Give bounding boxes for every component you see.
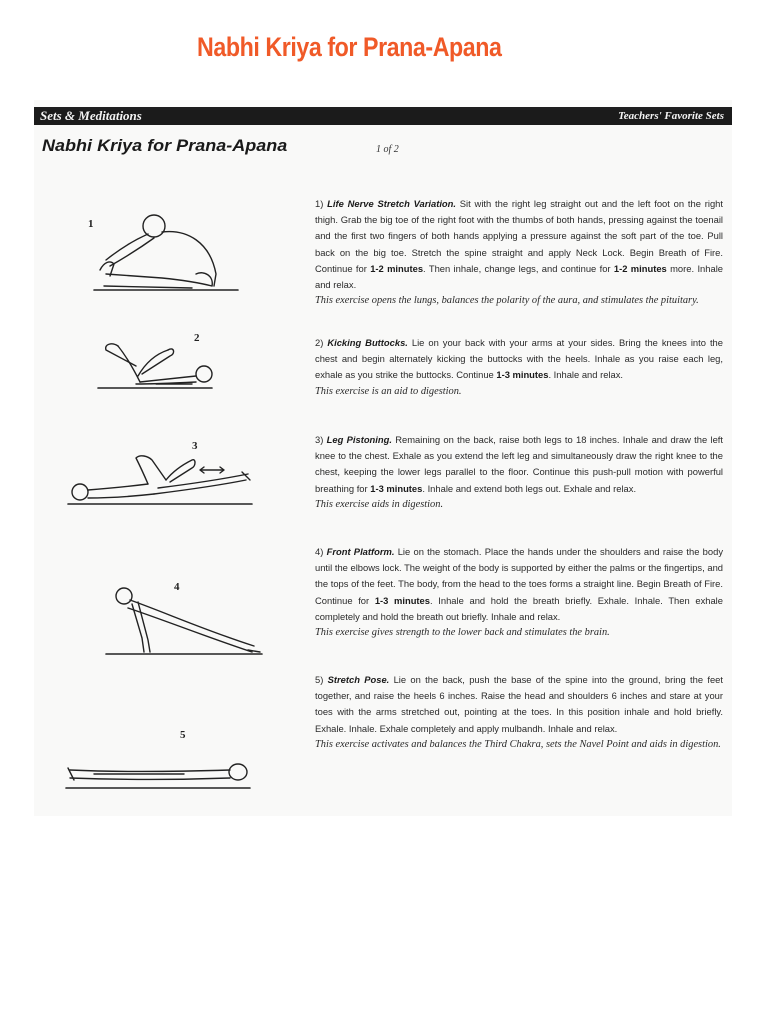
exercise-duration: 1-2 minutes <box>370 262 424 274</box>
figure-number-5: 5 <box>180 729 186 741</box>
header-category-label: Teachers' Favorite Sets <box>618 110 724 122</box>
exercise-text: Lie on your back with your arms at your sides. Bring the knees into the chest and begin alternately kicking the buttocks with the heels. Inhale as you raise each leg, exhale as you strike the buttocks. Continue <box>315 337 723 381</box>
exercise-1 <box>315 196 723 309</box>
figure-number-2: 2 <box>194 332 200 344</box>
exercise-benefit: This exercise aids in digestion. <box>315 498 444 510</box>
exercise-3 <box>315 432 723 513</box>
exercise-2 <box>315 335 723 400</box>
page-title: Nabhi Kriya for Prana-Apana <box>197 32 502 62</box>
set-title: Nabhi Kriya for Prana-Apana <box>42 136 288 155</box>
exercise-benefit: This exercise is an aid to digestion. <box>315 385 462 397</box>
exercise-text: . Then inhale, change legs, and continue for <box>423 262 611 274</box>
figure-3-leg-pistoning <box>66 450 256 510</box>
exercise-text: . Inhale and extend both legs out. Exhale and relax. <box>422 482 637 494</box>
exercise-number: 2) <box>315 337 324 348</box>
figure-5-stretch-pose <box>64 760 254 792</box>
figure-2-kicking-buttocks <box>96 336 216 394</box>
exercise-name: Life Nerve Stretch Variation. <box>327 198 456 209</box>
exercise-name: Stretch Pose. <box>327 674 390 685</box>
figure-number-3: 3 <box>192 440 198 452</box>
exercise-text: Lie on the back, push the base of the spine into the ground, bring the feet together, and raise the heels 6 inches. Raise the head and shoulders 6 inches and stare at your toes with the arms stretched out, pointing at the toes. In this position inhale and hold briefly. Exhale. Inhale. Exhale completely and apply mulbandh. Inhale and relax. <box>315 674 723 734</box>
exercise-text: more. Inhale and relax. <box>315 262 723 291</box>
exercise-number: 3) <box>315 434 324 445</box>
scanned-page <box>34 100 732 816</box>
exercise-text: Sit with the right leg straight out and the left foot on the right thigh. Grab the big toe of the right foot with the thumbs of both hands, pressing against the toenail and the first two fingers of both hands applying a pressure against the soft part of the toe. Pull back on the big toe. Stretch the spine straight and apply Neck Lock. Begin Breath of Fire. Continue for <box>315 198 723 274</box>
exercise-name: Leg Pistoning. <box>326 434 392 445</box>
exercise-benefit: This exercise gives strength to the lower back and stimulates the brain. <box>315 627 610 639</box>
page-indicator: 1 of 2 <box>376 144 399 155</box>
exercise-duration: 1-2 minutes <box>613 262 667 274</box>
exercise-4 <box>315 544 723 641</box>
figure-number-1: 1 <box>88 218 94 230</box>
exercise-number: 5) <box>315 674 324 685</box>
exercise-benefit: This exercise activates and balances the Third Chakra, sets the Navel Point and aids in digestion. <box>315 738 721 750</box>
exercise-text: . Inhale and relax. <box>548 369 623 381</box>
exercise-duration: 1-3 minutes <box>496 369 549 381</box>
exercise-5 <box>315 672 723 753</box>
exercise-name: Front Platform. <box>326 546 395 557</box>
exercise-name: Kicking Buttocks. <box>327 337 408 348</box>
figure-1-life-nerve-stretch <box>92 204 242 296</box>
exercise-text: . Inhale and hold the breath briefly. Exhale. Inhale. Then exhale completely and hold the breath out briefly. Inhale and relax. <box>315 594 723 622</box>
exercise-duration: 1-3 minutes <box>374 594 430 606</box>
exercise-number: 4) <box>315 546 324 557</box>
section-header-bar <box>34 107 732 125</box>
exercise-benefit: This exercise opens the lungs, balances the polarity of the aura, and stimulates the pituitary. <box>315 295 699 307</box>
figure-4-front-platform <box>104 582 264 660</box>
exercise-text: Lie on the stomach. Place the hands under the shoulders and raise the body until the elbows lock. The weight of the body is supported by either the palms or the fingertips, and the tops of the feet. The body, from the head to the toes forms a straight line. Begin Breath of Fire. Continue for <box>315 546 724 606</box>
header-section-label: Sets & Meditations <box>40 108 142 123</box>
exercise-text: Remaining on the back, raise both legs to 18 inches. Inhale and draw the left knee to the chest. Exhale as you extend the left leg and simultaneously draw the right knee to the chest, keeping the lower legs parallel to the floor. Continue this push-pull motion with powerful breathing for <box>315 434 723 494</box>
figure-number-4: 4 <box>174 581 180 593</box>
exercise-number: 1) <box>315 198 324 209</box>
exercise-duration: 1-3 minutes <box>370 482 423 494</box>
